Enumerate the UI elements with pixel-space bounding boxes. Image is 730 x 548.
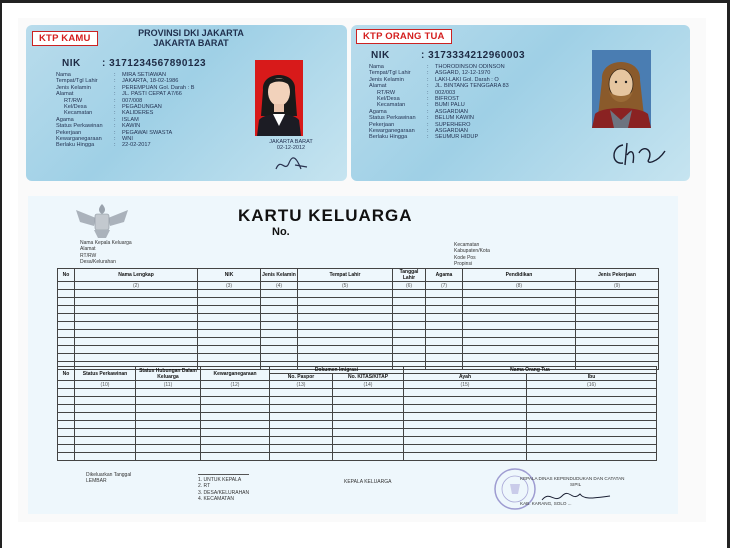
ktp-province [116, 28, 266, 48]
field-value: BUMI PALU [435, 102, 465, 109]
table-header-row [58, 367, 657, 374]
table-row [58, 429, 657, 437]
cell: (4) [261, 282, 298, 290]
field-label: Tempat/Tgl Lahir [369, 70, 411, 77]
table-row [58, 330, 659, 338]
ktp-parent-tag: KTP ORANG TUA [356, 29, 452, 44]
field-value: PEREMPUAN Gol. Darah : B [122, 84, 195, 91]
field-label: Kewarganegaraan [369, 128, 415, 135]
info-label: Nama Kepala Keluarga [80, 240, 132, 246]
kk-members-table [57, 268, 659, 370]
field-value: PEGAWAI SWASTA [122, 129, 173, 136]
field-value: THORODINSON ODINSON [435, 64, 505, 70]
column-header: No. Paspor [270, 374, 333, 381]
kk-left-info [80, 240, 132, 265]
field-label: Berlaku Hingga [56, 142, 95, 149]
nik-label: NIK [371, 50, 390, 61]
ktp-own-photo [255, 60, 303, 136]
table-row [58, 389, 657, 397]
cell [58, 381, 75, 389]
column-header: No [58, 269, 75, 282]
cell: (3) [198, 282, 261, 290]
info-label: Propinsi [454, 260, 473, 267]
field-value: 22-02-2017 [122, 142, 151, 149]
field-value: LAKI-LAKI Gol. Darah : O [435, 76, 499, 83]
cell: (13) [270, 381, 333, 389]
footer-label: SIPIL [570, 482, 582, 488]
footer-label: 3. DESA/KELURAHAN [198, 489, 250, 496]
footer-label: 4. KECAMATAN [198, 495, 234, 502]
table-row [58, 437, 657, 445]
table-row [58, 338, 659, 346]
cell: (5) [298, 282, 393, 290]
column-header: Status Perkawinan [75, 367, 136, 381]
column-header: No [58, 367, 75, 381]
table-row [58, 354, 659, 362]
signature-own [271, 155, 316, 175]
column-header: Kewarganegaraan [201, 367, 270, 381]
field-value: ASGARD, 12-12-1970 [435, 70, 491, 77]
field-label: Agama [56, 116, 74, 123]
table-row [58, 322, 659, 330]
cell: (12) [201, 381, 270, 389]
field-label: Alamat [369, 83, 387, 90]
province-name: PROVINSI DKI JAKARTA [138, 28, 244, 38]
field-value: SUPERHERO [435, 121, 471, 128]
field-label: Berlaku Hingga [369, 134, 408, 141]
kk-footer-copies [198, 474, 249, 502]
column-header: Jenis Kelamin [261, 269, 298, 282]
field-value: JL. PASTI CEPAT A7/66 [122, 91, 182, 98]
field-label: Nama [56, 72, 71, 78]
footer-label: KEPALA DINAS KEPENDUDUKAN DAN CATATAN [520, 476, 625, 481]
field-label: RT/RW [377, 89, 396, 96]
footer-label: KAB. KARANG, SOLO ... [520, 500, 572, 506]
cell: (11) [136, 381, 201, 389]
footer-label: Dikeluarkan Tanggal [86, 472, 132, 478]
info-label: Kabupaten/Kota [454, 248, 490, 255]
ktp-parent-photo [592, 50, 651, 128]
issue-city: JAKARTA BARAT [269, 139, 313, 145]
column-header: Ayah [404, 374, 527, 381]
column-header: Dokumen Imigrasi [270, 367, 404, 374]
field-label: Tempat/Tgl Lahir [56, 78, 98, 85]
table-row [58, 314, 659, 322]
table-row [58, 306, 659, 314]
table-subheader-row [58, 381, 657, 389]
field-value: SEUMUR HIDUP [435, 134, 479, 141]
cell: (15) [404, 381, 527, 389]
field-label: Status Perkawinan [369, 115, 416, 122]
kk-right-info [454, 242, 490, 267]
garuda-emblem [72, 200, 132, 240]
signature-official [540, 488, 612, 506]
ktp-own-issue [251, 139, 331, 151]
field-value: KALIDERES [122, 110, 154, 117]
issue-date: 02-12-2012 [276, 145, 306, 151]
table-header-row [58, 269, 659, 282]
field-label: Kel/Desa [64, 104, 87, 111]
column-header: Status Hubungan Dalam Keluarga [136, 367, 201, 381]
info-label: Alamat [80, 246, 96, 253]
field-value: 002/003 [435, 89, 456, 96]
cell: (2) [75, 282, 198, 290]
footer-label: 2. RT [198, 483, 211, 490]
column-header: Nama Lengkap [75, 269, 198, 282]
nik-value: : 3171234567890123 [102, 58, 207, 69]
field-label: Kewarganegaraan [56, 136, 102, 143]
field-value: JL. BINTANG TENGGARA 83 [435, 83, 509, 90]
field-label: Kecamatan [64, 110, 93, 117]
table-row [58, 298, 659, 306]
column-header: No. KITAS/KITAP [333, 374, 404, 381]
field-value: ASGARDIAN [435, 108, 468, 115]
column-header: NIK [198, 269, 261, 282]
info-label: RT/RW [80, 252, 97, 259]
field-label: Jenis Kelamin [56, 84, 91, 91]
table-row [58, 290, 659, 298]
footer-label: LEMBAR [86, 478, 107, 485]
city-name: JAKARTA BARAT [153, 38, 229, 48]
column-header: Tempat Lahir [298, 269, 393, 282]
table-row [58, 445, 657, 453]
field-label: Jenis Kelamin [369, 76, 404, 83]
field-label: Alamat [56, 91, 74, 98]
cell: (14) [333, 381, 404, 389]
field-label: RT/RW [64, 97, 83, 104]
cell: (8) [463, 282, 576, 290]
signature-parent [609, 137, 669, 171]
table-subheader-row [58, 282, 659, 290]
ktp-parent-nik [371, 50, 525, 61]
cell: (7) [426, 282, 463, 290]
ktp-parent-fields: Nama : THORODINSON ODINSON Tempat/Tgl Lahir : ASGARD, 12-12-1970 Jenis Kelamin : LAKI-LAKI Gol. Darah : O Alamat : JL. BINTANG TENGGARA 83 RT/RW : 002/003 Kel/Desa : BIFROST Kecamatan : BUMI PALU Agama : ASGARDIAN Status Perkawinan : BELUM KAWIN Pekerjaan : SUPERHERO Kewarganegaraan : ASGARDIAN Berlaku Hingga : SEUMUR HIDUP [369, 64, 509, 141]
kk-number-label: No. [272, 226, 290, 238]
cell: (6) [393, 282, 426, 290]
field-value: BIFROST [435, 96, 460, 103]
table-row [58, 453, 657, 461]
column-header: Jenis Pekerjaan [576, 269, 659, 282]
field-value: JAKARTA, 18-02-1986 [122, 78, 179, 85]
field-label: Pekerjaan [369, 121, 395, 128]
table-row [58, 413, 657, 421]
field-value: ASGARDIAN [435, 128, 468, 135]
table-row [58, 421, 657, 429]
column-header: Tanggal Lahir [393, 269, 426, 282]
cell [58, 282, 75, 290]
nik-value: : 3173334212960003 [421, 50, 526, 61]
field-value: MIRA SETIAWAN [122, 72, 167, 78]
field-label: Nama [369, 64, 384, 70]
field-value: BELUM KAWIN [435, 115, 474, 122]
footer-label: 1. UNTUK KEPALA [198, 477, 242, 483]
field-value: WNI [122, 136, 133, 143]
field-label: Pekerjaan [56, 129, 82, 136]
cell: (16) [527, 381, 657, 389]
column-header: Pendidikan [463, 269, 576, 282]
table-row [58, 346, 659, 354]
field-value: PEGADUNGAN [122, 104, 162, 111]
column-header: Nama Orang Tua [404, 367, 657, 374]
column-header: Ibu [527, 374, 657, 381]
table-row [58, 405, 657, 413]
field-label: Status Perkawinan [56, 123, 103, 130]
window-top-border [0, 0, 730, 3]
ktp-own-tag: KTP KAMU [32, 31, 98, 46]
column-header: Agama [426, 269, 463, 282]
field-value: 007/008 [122, 97, 143, 104]
field-value: ISLAM [122, 116, 139, 123]
field-value: KAWIN [122, 123, 141, 130]
ktp-own-nik [62, 58, 206, 69]
nik-label: NIK [62, 58, 81, 69]
cell: (10) [75, 381, 136, 389]
kk-footer-head: KEPALA KELUARGA [344, 479, 392, 485]
field-label: Agama [369, 108, 387, 115]
info-label: Kecamatan [454, 242, 480, 248]
field-label: Kel/Desa [377, 96, 400, 103]
kk-footer-issued [86, 472, 131, 485]
cell: (9) [576, 282, 659, 290]
window-left-border [0, 0, 2, 548]
info-label: Kode Pos [454, 254, 476, 261]
kk-title: KARTU KELUARGA [238, 206, 413, 225]
table-row [58, 397, 657, 405]
kk-status-table [57, 366, 657, 461]
ktp-own-fields: Nama : MIRA SETIAWAN Tempat/Tgl Lahir : JAKARTA, 18-02-1986 Jenis Kelamin : PEREMPUAN Gol. Darah : B Alamat : JL. PASTI CEPAT A7/66 RT/RW : 007/008 Kel/Desa : PEGADUNGAN Kecamatan : KALIDERES Agama : ISLAM Status Perkawinan : KAWIN Pekerjaan : PEGAWAI SWASTA Kewarganegaraan : WNI Berlaku Hingga : 22-02-2017 [56, 72, 195, 149]
field-label: Kecamatan [377, 102, 406, 109]
info-label: Desa/Kelurahan [80, 258, 116, 265]
